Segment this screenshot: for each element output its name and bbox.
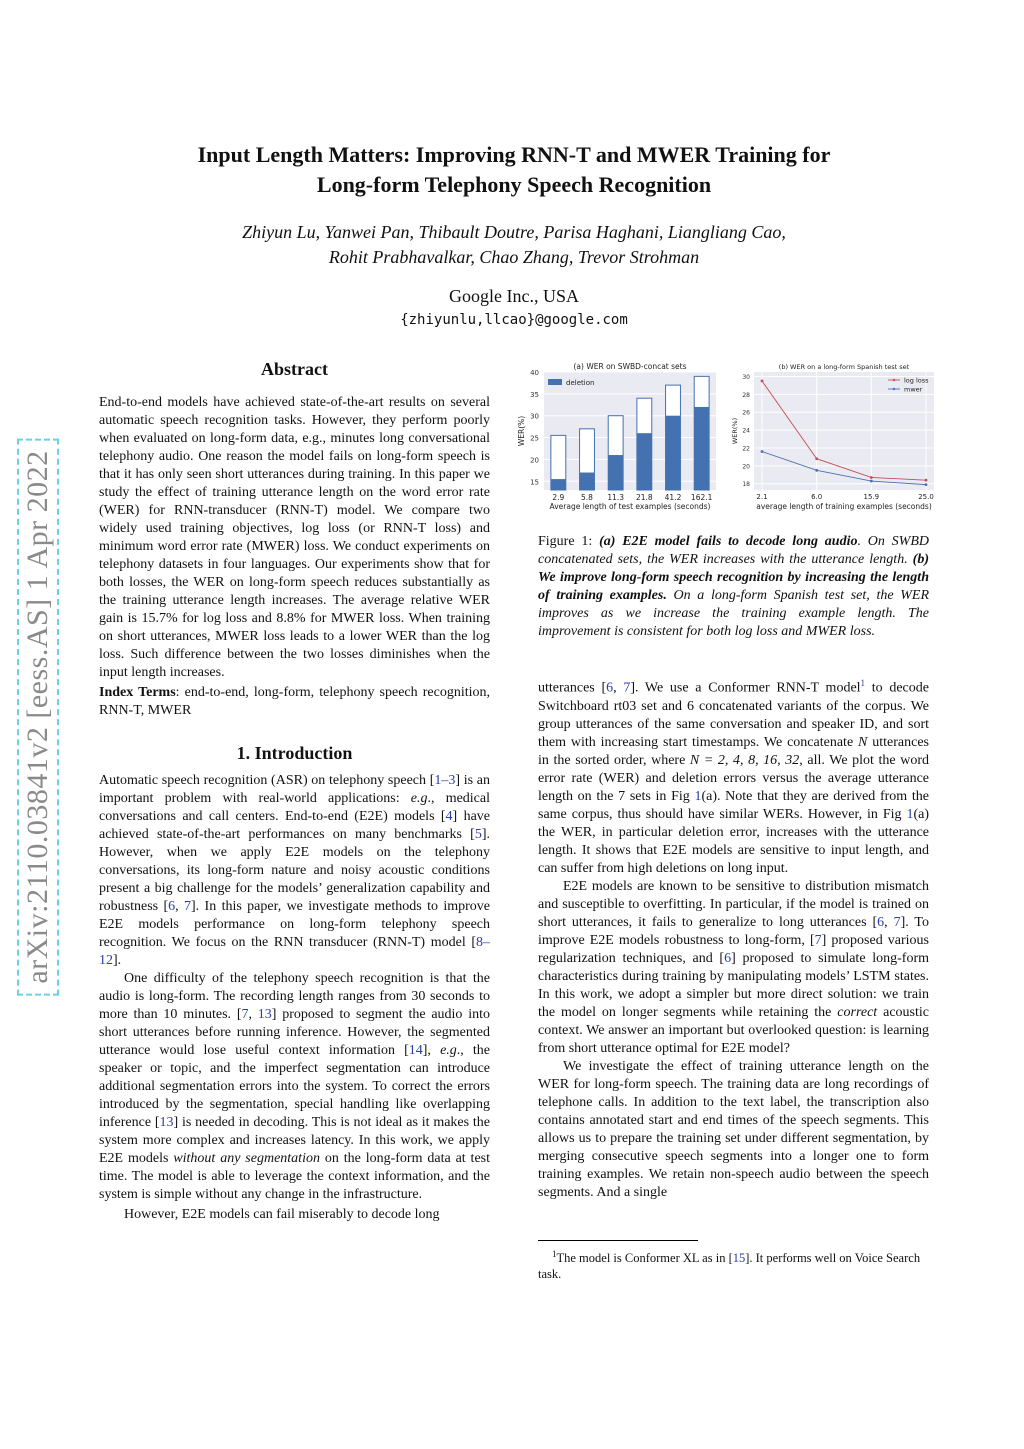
authors-line-2: Rohit Prabhavalkar, Chao Zhang, Trevor Strohman — [328, 247, 700, 267]
authors — [100, 220, 928, 270]
citation-link[interactable]: 7 — [814, 932, 822, 948]
citation-link[interactable]: 13 — [159, 1115, 174, 1130]
citation-link[interactable]: 7 — [184, 899, 192, 914]
data-point — [761, 450, 764, 453]
y-axis-label: WER(%) — [517, 415, 526, 447]
x-tick-label: 41.2 — [664, 493, 682, 502]
footnote: $^1$The model is Conformer XL as in [15]. It performs well on Voice Search task. — [538, 1249, 921, 1282]
data-point — [925, 479, 928, 482]
affiliation: Google Inc., USA — [449, 286, 579, 306]
caption-label: Figure 1: — [538, 534, 600, 549]
chart-title: (b) WER on a long-form Spanish test set — [778, 363, 910, 371]
x-axis-label: average length of training examples (seconds) — [756, 502, 932, 511]
right-column — [538, 674, 929, 1202]
intro-paragraph-1: Automatic speech recognition (ASR) on telephony speech [1–3] is an important problem with real-world applications: e.g., medical conversations and call centers. End-to-end (E2E) models [4] have achieved state-of-the-art performances on many benchmarks [5]. However, when we apply E2E models on the telephony conversations, its long-form nature and noisy acoustic conditions present a big challenge for the models’ generalization capability and robustness [6, 7]. In this paper, we investigate methods to improve E2E models performance on long-form telephony speech recognition. We focus on the RNN transducer (RNN-T) model [8–12]. — [99, 773, 491, 968]
x-axis-label: Average length of test examples (seconds) — [549, 502, 711, 511]
legend-label: mwer — [904, 385, 923, 394]
y-tick-label: 22 — [742, 445, 750, 453]
y-tick-label: 20 — [530, 456, 539, 465]
footnote-rule — [538, 1240, 698, 1241]
legend-label: deletion — [566, 379, 595, 387]
authors-line-1: Zhiyun Lu, Yanwei Pan, Thibault Doutre, Parisa Haghani, Liangliang Cao, — [242, 222, 786, 242]
x-tick-label: 11.3 — [607, 493, 625, 502]
figure-1 — [514, 360, 934, 520]
citation-link[interactable]: 15 — [732, 1251, 746, 1266]
citation-link[interactable]: 6 — [168, 899, 176, 914]
citation-link[interactable]: 6 — [724, 950, 732, 966]
y-tick-label: 30 — [530, 412, 539, 421]
y-tick-label: 26 — [742, 409, 750, 417]
x-tick-label: 21.8 — [635, 493, 653, 502]
caption-a-rest: . On SWBD concatenated sets, the WER increases with the utterance length. — [538, 534, 930, 567]
citation-link[interactable]: 6 — [877, 914, 885, 930]
x-tick-label: 6.0 — [811, 493, 823, 501]
figure-link[interactable]: 1 — [694, 788, 702, 804]
citation-link[interactable]: 1–3 — [434, 773, 456, 788]
bar-deletion — [694, 407, 709, 490]
bar-deletion — [666, 416, 681, 490]
right-paragraph-3: We investigate the effect of training utterance length on the WER for long-form speech. The training data are long recordings of telephone calls. In addition to the text label, the transcription also contains annotated start and end times of the speech segments. This allows us to prepare the training set under different segmentation, by merging consecutive speech segments into a longer one to form training examples. We retain non-speech audio between the speech segments. And a single — [538, 1058, 929, 1200]
caption-b-bold: (b) We improve long-form speech recognition by increasing the length of training examples. — [538, 552, 929, 603]
index-terms-label: Index Terms — [99, 685, 176, 700]
citation-link[interactable]: 5 — [474, 827, 482, 842]
citation-link[interactable]: 13 — [257, 1007, 272, 1022]
figure-caption — [538, 533, 929, 641]
citation-link[interactable]: 8–12 — [99, 935, 490, 968]
y-tick-label: 25 — [530, 434, 539, 443]
chart-wer-swbd — [514, 360, 724, 520]
caption-b-rest: On a long-form Spanish test set, the WER improves as we increase the training example length. The improvement is consistent for both log loss and MWER loss. — [538, 588, 929, 639]
index-terms-text: : end-to-end, long-form, telephony speech recognition, RNN-T, MWER — [99, 685, 490, 718]
x-tick-label: 2.1 — [756, 493, 768, 501]
footnote-mark[interactable]: 1 — [860, 678, 866, 688]
intro-paragraph-2: One difficulty of the telephony speech recognition is that the audio is long-form. The recording length ranges from 30 seconds to more than 10 minutes. [7, 13] proposed to segment the audio into short utterances before running inference. However, the segmented utterance would lose useful context information [14], e.g., the speaker or topic, and the imperfect segmentation can introduce additional segmentation errors into the system. To correct the errors introduced by the segmentation, special handling like overlapping inference [13] is needed in decoding. This is not ideal as it makes the system more complex and increases latency. In this work, we apply E2E models without any segmentation on the long-form data at test time. The model is able to leverage the context information, and the system is simple without any change in the infrastructure. — [99, 971, 491, 1202]
legend-marker — [893, 379, 895, 381]
data-point — [761, 380, 764, 383]
title-line-1: Input Length Matters: Improving RNN-T and MWER Training for — [197, 142, 831, 167]
y-axis-label: WER(%) — [731, 417, 739, 445]
abstract-text: End-to-end models have achieved state-of-the-art results on several automatic speech recognition tasks. However, they perform poorly when evaluated on long-form data, e.g., minutes long conversational telephony audio. One reason the model fails on long-form speech is that it has only seen short utterances during training. In this paper we study the effect of training utterance length on the word error rate (WER) for RNN-transducer (RNN-T) model. We compare two widely used training objectives, log loss (or RNN-T loss) and minimum word error rate (MWER) loss. We conduct experiments on telephony datasets in four languages. Our experiments show that for both losses, the WER on long-form speech reduces substantially as the training utterance length increases. The average relative WER gain is 15.7% for log loss and 8.8% for MWER loss. When training on short utterances, MWER loss leads to a lower WER than the log loss. Such difference between the two losses diminishes when the input length increases. — [99, 395, 490, 680]
y-tick-label: 20 — [742, 463, 750, 471]
bar-deletion — [637, 433, 652, 490]
y-tick-label: 24 — [742, 427, 750, 435]
arxiv-stamp[interactable] — [18, 404, 58, 1030]
paper-title — [100, 140, 928, 200]
data-point — [870, 476, 873, 479]
chart-wer-spanish — [728, 360, 938, 520]
bar-deletion — [608, 455, 623, 490]
x-tick-label: 25.0 — [918, 493, 934, 501]
data-point — [815, 469, 818, 472]
right-paragraph-2: E2E models are known to be sensitive to distribution mismatch and susceptible to overfitting. In particular, if the model is trained on short utterances, it fails to generalize to long utterances [6, 7]. To improve E2E models robustness to long-form, [7] proposed various regularization techniques, and [6] proposed to simulate long-form characteristics during training by manipulating models’ LSTM states. In this work, we adopt a simpler but more direct solution: we train the model on longer segments while retaining the correct acoustic context. We answer an important but overlooked question: is learning from short utterance optimal for E2E model? — [538, 878, 930, 1056]
y-tick-label: 35 — [530, 390, 539, 399]
caption-a-bold: (a) E2E model fails to decode long audio — [599, 534, 858, 549]
index-terms — [99, 684, 490, 720]
title-line-2: Long-form Telephony Speech Recognition — [316, 172, 712, 197]
y-tick-label: 15 — [530, 478, 539, 487]
figure-link[interactable]: 1 — [906, 806, 914, 822]
introduction-heading: 1. Introduction — [236, 743, 353, 763]
left-column — [99, 360, 490, 1224]
x-tick-label: 5.8 — [581, 493, 593, 502]
citation-link[interactable]: 7 — [623, 680, 631, 696]
data-point — [925, 483, 928, 486]
data-point — [815, 457, 818, 460]
citation-link[interactable]: 4 — [445, 809, 453, 824]
x-tick-label: 15.9 — [863, 493, 880, 501]
legend-marker — [893, 388, 895, 390]
citation-link[interactable]: 6 — [606, 680, 614, 696]
y-tick-label: 18 — [742, 481, 750, 489]
arxiv-stamp-text: arXiv:2110.03841v2 [eess.AS] 1 Apr 2022 — [17, 438, 59, 995]
citation-link[interactable]: 7 — [893, 914, 901, 930]
email: {zhiyunlu,llcao}@google.com — [400, 312, 628, 328]
y-tick-label: 30 — [742, 373, 750, 381]
data-point — [870, 480, 873, 483]
bar-deletion — [580, 473, 595, 490]
legend-label: log loss — [904, 376, 929, 385]
x-tick-label: 162.1 — [690, 493, 713, 502]
intro-paragraph-3: However, E2E models can fail miserably to decode long — [124, 1207, 440, 1222]
bar-deletion — [551, 479, 566, 490]
citation-link[interactable]: 14 — [408, 1043, 423, 1058]
x-tick-label: 2.9 — [552, 493, 565, 502]
abstract-heading: Abstract — [261, 359, 328, 379]
chart-title: (a) WER on SWBD-concat sets — [573, 362, 687, 371]
legend-swatch — [548, 379, 562, 385]
y-tick-label: 28 — [742, 391, 750, 399]
citation-link[interactable]: 7 — [241, 1007, 249, 1022]
plot-area — [544, 372, 716, 490]
y-tick-label: 40 — [530, 369, 539, 377]
right-paragraph-1: utterances [6, 7]. We use a Conformer RNN-T model$^1$ to decode Switchboard rt03 set and 6 concatenated variants of the corpus. We group utterances of the same conversation and speaker ID, and sort them with increasing start timestamps. We concatenate N utterances in the sorted order, where N = 2, 4, 8, 16, 32, all. We plot the word error rate (WER) and deletion errors versus the average utterance length on the 7 sets in Fig 1(a). Note that they are derived from the same corpus, thus should have similar WERs. However, in Fig 1(a) the WER, in particular deletion error, increases with the utterance length. It shows that E2E models are sensitive to input length, and can suffer from high deletions on long input. — [538, 678, 929, 876]
